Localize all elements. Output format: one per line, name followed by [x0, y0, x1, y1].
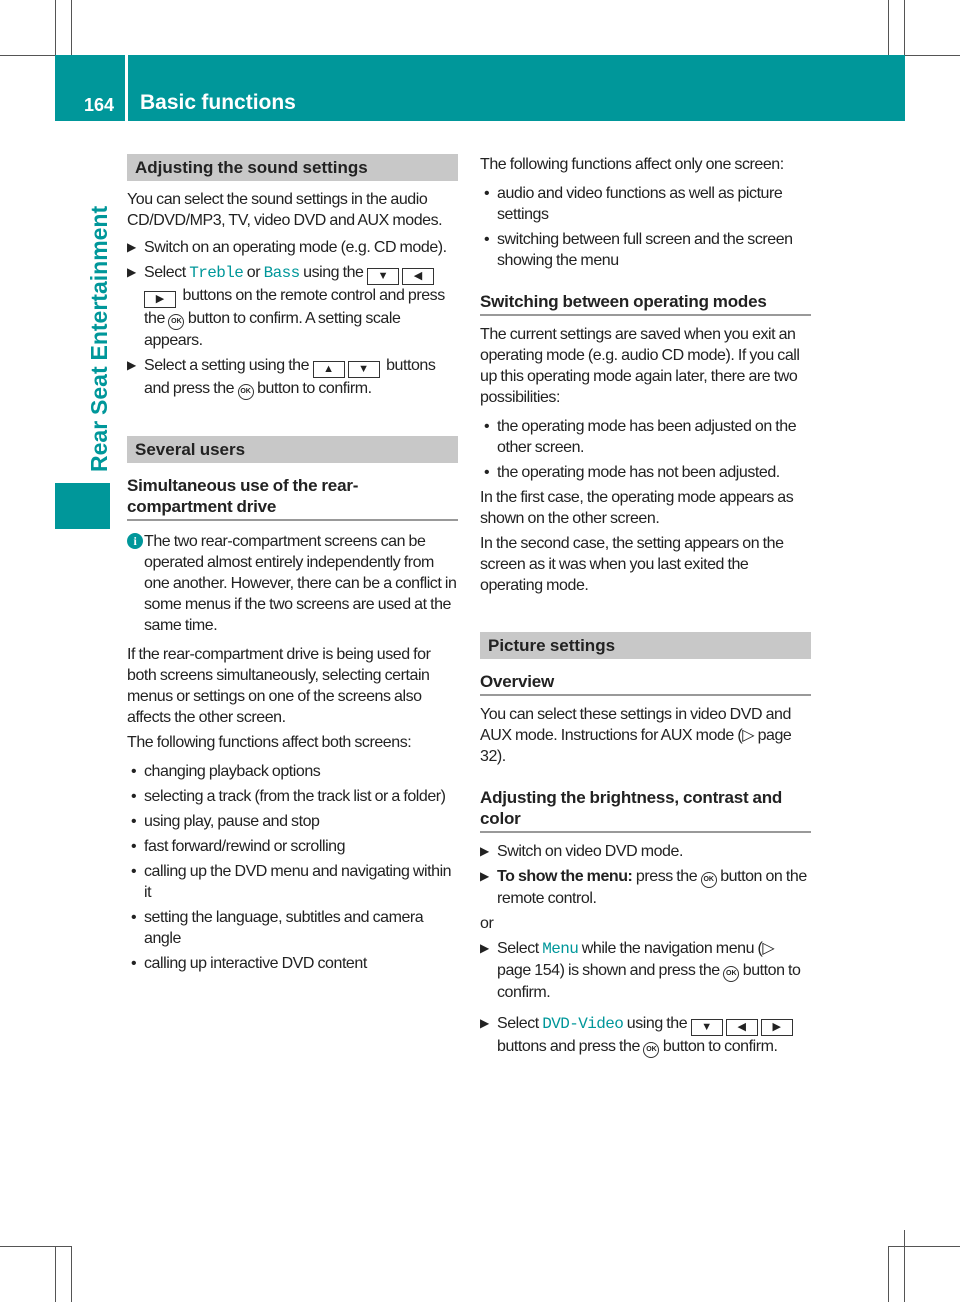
menu-item-bass: Bass — [263, 264, 300, 282]
step — [480, 866, 811, 909]
text: button to confirm. — [659, 1038, 778, 1055]
right-key-icon: ▶ — [761, 1019, 793, 1036]
paragraph: You can select the sound settings in the audio CD/DVD/MP3, TV, video DVD and AUX modes. — [127, 191, 443, 229]
crop-mark — [888, 1246, 960, 1247]
text: fast forward/rewind or scrolling — [144, 838, 346, 855]
menu-item-menu: Menu — [542, 940, 579, 958]
left-key-icon: ◀ — [726, 1019, 758, 1036]
list-item: • using play, pause and stop — [131, 813, 320, 830]
crop-mark — [0, 1246, 71, 1247]
bold-text: To show the menu: — [497, 868, 633, 885]
list-item: • calling up interactive DVD content — [131, 955, 367, 972]
section-heading: Adjusting the sound settings — [127, 154, 458, 181]
text: setting the language, subtitles and camera angle — [144, 909, 424, 947]
ok-button-icon — [643, 1042, 659, 1058]
section-heading: Picture settings — [480, 632, 811, 659]
paragraph: The following functions affect both screens: — [127, 734, 412, 751]
or-text: or — [480, 915, 494, 932]
text: using play, pause and stop — [144, 813, 320, 830]
ok-button-icon — [723, 966, 739, 982]
left-key-icon: ◀ — [402, 268, 434, 285]
list-item: • fast forward/rewind or scrolling — [131, 838, 346, 855]
text: button to confirm. — [497, 962, 801, 1001]
down-key-icon: ▼ — [348, 361, 380, 378]
down-key-icon: ▼ — [367, 268, 399, 285]
list-item: • the operating mode has been adjusted on the other screen. — [484, 418, 797, 456]
paragraph: If the rear-compartment drive is being used for both screens simultaneously, selecting certain menus or settings on one of the screens also affects the other screen. — [127, 646, 431, 726]
text: button to confirm. — [253, 380, 372, 397]
up-key-icon: ▲ — [313, 361, 345, 378]
text: using the — [623, 1015, 691, 1032]
ok-button-icon — [701, 872, 717, 888]
paragraph: You can select these settings in video DVD and AUX mode. Instructions for AUX mode (▷ page 32). — [480, 706, 792, 765]
side-tab-label: Rear Seat Entertainment — [86, 205, 112, 472]
text: buttons on the remote control and press the — [144, 287, 445, 327]
step-arrow-icon: ▶ — [127, 358, 136, 372]
text: buttons and press the — [497, 1038, 644, 1055]
info-icon — [127, 533, 143, 549]
text: button to confirm. A setting scale appears. — [144, 310, 401, 349]
section-heading: Several users — [127, 436, 458, 463]
step-arrow-icon: ▶ — [127, 265, 136, 279]
crop-mark — [55, 0, 56, 55]
text: changing playback options — [144, 763, 321, 780]
step — [127, 355, 458, 400]
crop-mark — [71, 0, 72, 55]
text: audio and video functions as well as picture settings — [497, 185, 783, 223]
paragraph: In the first case, the operating mode appears as shown on the other screen. — [480, 489, 794, 527]
ok-button-icon — [168, 314, 184, 330]
list-item: • audio and video functions as well as picture settings — [484, 185, 783, 223]
text: buttons and press the — [144, 357, 436, 397]
subheading: Overview — [480, 671, 811, 696]
menu-item-dvd-video: DVD-Video — [542, 1015, 624, 1033]
crop-mark — [55, 1246, 56, 1302]
step-text: Switch on an operating mode (e.g. CD mode). — [144, 239, 447, 256]
list-item: • setting the language, subtitles and camera angle — [131, 909, 424, 947]
list-item: • changing playback options — [131, 763, 321, 780]
crop-mark — [888, 1246, 889, 1302]
step — [127, 262, 458, 351]
step — [480, 938, 811, 1003]
left-column — [127, 154, 458, 974]
text: Select — [497, 940, 543, 957]
text: the operating mode has not been adjusted. — [497, 464, 780, 481]
subheading: Simultaneous use of the rear-compartment drive — [127, 475, 458, 521]
text: Select a setting using the — [144, 357, 313, 374]
paragraph: In the second case, the setting appears on the screen as it was when you last exited the operating mode. — [480, 535, 784, 594]
chapter-title: Basic functions — [140, 91, 296, 114]
right-column — [480, 154, 811, 1058]
text: Select — [497, 1015, 543, 1032]
text: or — [243, 264, 264, 281]
page-number: 164 — [84, 95, 115, 115]
step-arrow-icon: ▶ — [480, 844, 489, 858]
info-note — [127, 531, 458, 636]
text: button on the remote control. — [497, 868, 807, 907]
crop-mark — [71, 1246, 72, 1302]
step-arrow-icon: ▶ — [480, 869, 489, 883]
text: the operating mode has been adjusted on the other screen. — [497, 418, 797, 456]
paragraph: The following functions affect only one screen: — [480, 156, 784, 173]
text: Switch on video DVD mode. — [497, 843, 683, 860]
step-arrow-icon: ▶ — [480, 941, 489, 955]
text: selecting a track (from the track list or a folder) — [144, 788, 446, 805]
text: calling up interactive DVD content — [144, 955, 367, 972]
step-arrow-icon: ▶ — [127, 240, 136, 254]
list-item: • selecting a track (from the track list or a folder) — [131, 788, 446, 805]
header-separator — [125, 55, 128, 121]
crop-mark — [904, 0, 905, 55]
crop-mark — [0, 55, 55, 56]
down-key-icon: ▼ — [691, 1019, 723, 1036]
crop-mark — [888, 0, 889, 55]
crop-mark — [905, 55, 960, 56]
list-item: • the operating mode has not been adjusted. — [484, 464, 780, 481]
right-key-icon: ▶ — [144, 291, 176, 308]
list-item: • calling up the DVD menu and navigating within it — [131, 863, 452, 901]
step-arrow-icon: ▶ — [480, 1016, 489, 1030]
step — [127, 237, 458, 258]
text: calling up the DVD menu and navigating within it — [144, 863, 452, 901]
menu-item-treble: Treble — [189, 264, 244, 282]
text: using the — [299, 264, 368, 281]
side-tab-marker — [55, 483, 110, 529]
text: press the — [632, 868, 701, 885]
step — [480, 841, 811, 862]
subheading: Adjusting the brightness, contrast and color — [480, 787, 811, 833]
text: switching between full screen and the screen showing the menu — [497, 231, 793, 269]
ok-button-icon — [238, 384, 254, 400]
text: Select — [144, 264, 190, 281]
list-item: • switching between full screen and the screen showing the menu — [484, 231, 793, 269]
text: while the navigation menu (▷ page 154) is shown and press the — [497, 940, 775, 979]
crop-mark — [904, 1230, 905, 1302]
info-text: The two rear-compartment screens can be operated almost entirely independently from one another. However, there can be a conflict in some menus if the two screens are used at the same time. — [144, 533, 457, 634]
subheading: Switching between operating modes — [480, 291, 811, 316]
step — [480, 1013, 811, 1058]
paragraph: The current settings are saved when you exit an operating mode (e.g. audio CD mode). If you call up this operating mode again later, there are two possibilities: — [480, 326, 800, 406]
